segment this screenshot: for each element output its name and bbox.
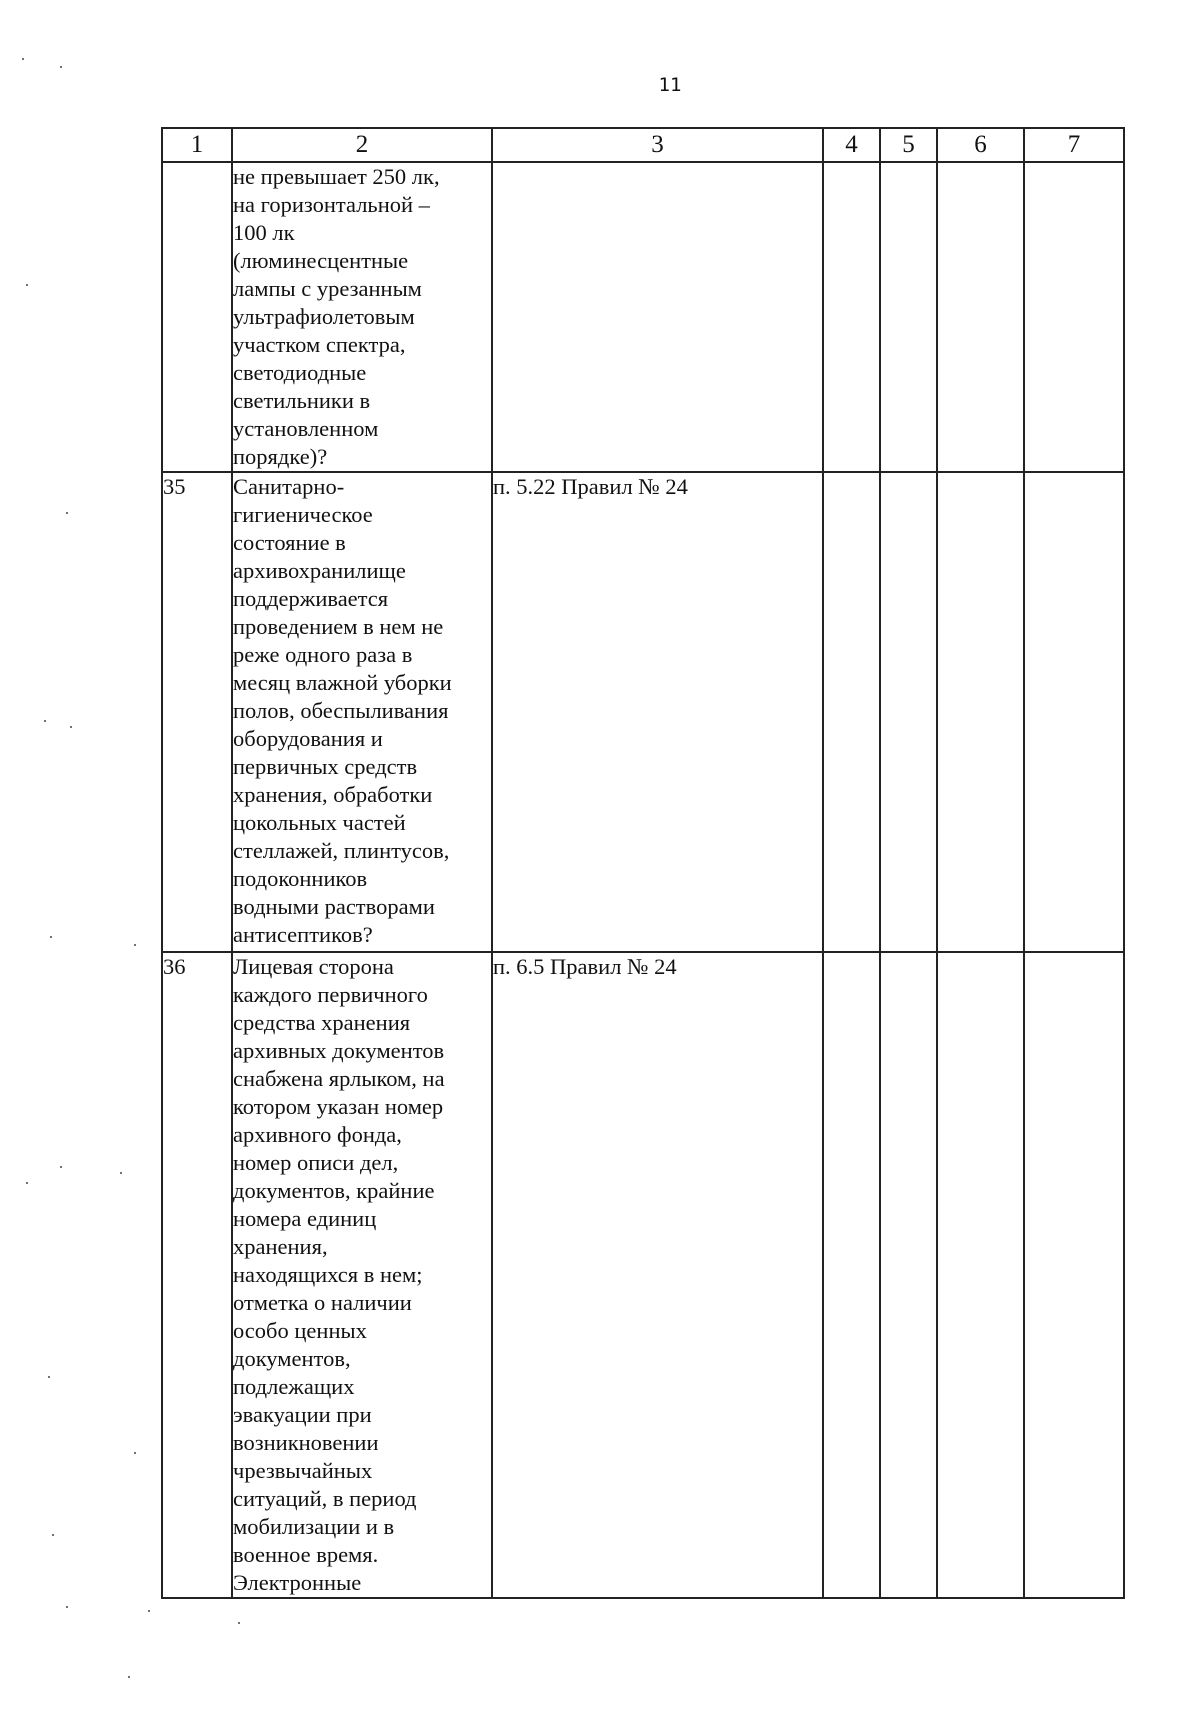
empty-cell bbox=[1024, 472, 1124, 952]
scan-speck bbox=[48, 1376, 50, 1378]
empty-cell bbox=[880, 472, 937, 952]
scan-speck bbox=[60, 1166, 62, 1168]
column-header-1: 1 bbox=[162, 128, 232, 162]
scan-speck bbox=[66, 1606, 68, 1608]
scan-speck bbox=[134, 944, 136, 946]
checklist-table bbox=[161, 127, 1125, 1599]
empty-cell bbox=[937, 952, 1024, 1598]
table-row bbox=[162, 472, 1124, 952]
column-header-5: 5 bbox=[880, 128, 937, 162]
scan-speck bbox=[66, 512, 68, 514]
column-header-2: 2 bbox=[232, 128, 492, 162]
empty-cell bbox=[1024, 162, 1124, 472]
empty-cell bbox=[823, 162, 880, 472]
header-row bbox=[162, 128, 1124, 162]
scan-speck bbox=[60, 66, 62, 68]
empty-cell bbox=[823, 472, 880, 952]
scan-speck bbox=[26, 284, 28, 286]
row-number: 36 bbox=[162, 952, 232, 1598]
column-header-4: 4 bbox=[823, 128, 880, 162]
requirement-text: не превышает 250 лк, на горизонтальной – 100 лк (люминесцентные лампы с урезанным ультрафиолетовым участком спектра, светодиодные светильники в установленном порядке)? bbox=[233, 164, 440, 469]
requirement-text: Санитарно- гигиеническое состояние в архивохранилище поддерживается проведением в нем не реже одного раза в месяц влажной уборки полов, обеспыливания оборудования и первичных средств хранения, обработки цокольных частей стеллажей, плинтусов, подоконников водными растворами антисептиков? bbox=[233, 474, 452, 947]
empty-cell bbox=[937, 472, 1024, 952]
scan-speck bbox=[50, 936, 52, 938]
scan-speck bbox=[70, 726, 72, 728]
empty-cell bbox=[880, 162, 937, 472]
table-row bbox=[162, 952, 1124, 1598]
scan-speck bbox=[148, 1610, 150, 1612]
scan-speck bbox=[134, 1452, 136, 1454]
requirement-cell bbox=[232, 472, 492, 952]
scan-speck bbox=[128, 1676, 130, 1678]
requirement-cell bbox=[232, 162, 492, 472]
empty-cell bbox=[937, 162, 1024, 472]
empty-cell bbox=[823, 952, 880, 1598]
reference-cell: п. 6.5 Правил № 24 bbox=[492, 952, 823, 1598]
reference-cell bbox=[492, 162, 823, 472]
page-number: 11 bbox=[658, 74, 682, 96]
row-number: 35 bbox=[162, 472, 232, 952]
scan-speck bbox=[22, 58, 24, 60]
requirement-text: Лицевая сторона каждого первичного средства хранения архивных документов снабжена ярлыком, на котором указан номер архивного фонда, номер описи дел, документов, крайние номера единиц хранения, находящихся в нем; отметка о наличии особо ценных документов, подлежащих эвакуации при возникновении чрезвычайных ситуаций, в период мобилизации и в военное время. Электронные bbox=[233, 954, 445, 1595]
scan-speck bbox=[52, 1534, 54, 1536]
column-header-3: 3 bbox=[492, 128, 823, 162]
scan-speck bbox=[44, 720, 46, 722]
empty-cell bbox=[880, 952, 937, 1598]
column-header-6: 6 bbox=[937, 128, 1024, 162]
scan-speck bbox=[238, 1622, 240, 1624]
scan-speck bbox=[120, 1172, 122, 1174]
row-number bbox=[162, 162, 232, 472]
requirement-cell bbox=[232, 952, 492, 1598]
column-header-7: 7 bbox=[1024, 128, 1124, 162]
scan-speck bbox=[26, 1182, 28, 1184]
table-row bbox=[162, 162, 1124, 472]
empty-cell bbox=[1024, 952, 1124, 1598]
reference-cell: п. 5.22 Правил № 24 bbox=[492, 472, 823, 952]
